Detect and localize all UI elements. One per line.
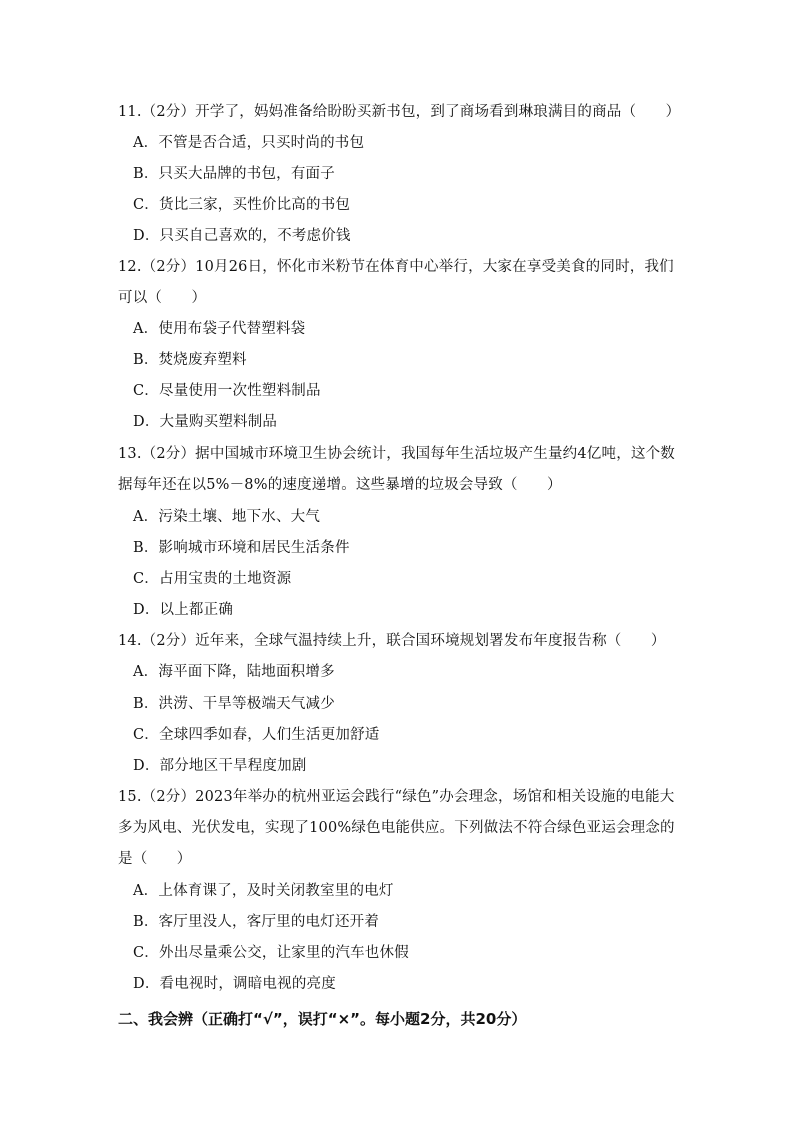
question-14-option-b: B．洪涝、干旱等极端天气减少: [133, 696, 335, 712]
question-14-option-c: C．全球四季如春，人们生活更加舒适: [133, 727, 380, 743]
question-14-option-a: A．海平面下降，陆地面积增多: [133, 664, 335, 680]
question-13-option-b: B．影响城市环境和居民生活条件: [133, 540, 350, 556]
question-14-option-d: D．部分地区干旱程度加剧: [133, 758, 307, 774]
question-11-option-a: A．不管是否合适，只买时尚的书包: [133, 135, 365, 151]
question-12-option-a: A．使用布袋子代替塑料袋: [133, 321, 306, 337]
question-12-stem: 12.（2分）10月26日，怀化市米粉节在体育中心举行，大家在享受美食的同时，我们可以（ ）: [118, 259, 674, 306]
question-13-stem: 13.（2分）据中国城市环境卫生协会统计，我国每年生活垃圾产生量约4亿吨，这个数据每年还在以5%－8%的速度递增。这些暴增的垃圾会导致（ ）: [118, 446, 676, 493]
question-15-stem: 15.（2分）2023年举办的杭州亚运会践行“绿色”办会理念，场馆和相关设施的电能大多为风电、光伏发电，实现了100%绿色电能供应。下列做法不符合绿色亚运会理念的是（ ）: [118, 789, 675, 867]
question-13-option-a: A．污染土壤、地下水、大气: [133, 509, 321, 525]
question-15-option-a: A．上体育课了，及时关闭教室里的电灯: [133, 883, 394, 899]
question-11-stem: 11.（2分）开学了，妈妈准备给盼盼买新书包，到了商场看到琳琅满目的商品（ ）: [118, 104, 681, 120]
question-11-option-d: D．只买自己喜欢的，不考虑价钱: [133, 228, 351, 244]
question-11-option-b: B．只买大品牌的书包，有面子: [133, 166, 335, 182]
question-15-option-d: D．看电视时，调暗电视的亮度: [133, 976, 336, 992]
question-11-option-c: C．货比三家，买性价比高的书包: [133, 197, 351, 213]
question-15-option-b: B．客厅里没人，客厅里的电灯还开着: [133, 914, 380, 930]
question-13-option-d: D．以上都正确: [133, 602, 234, 618]
question-12-option-b: B．焚烧废弃塑料: [133, 352, 247, 368]
question-12-option-c: C．尽量使用一次性塑料制品: [133, 383, 321, 399]
question-12-option-d: D．大量购买塑料制品: [133, 414, 278, 430]
question-14-stem: 14.（2分）近年来，全球气温持续上升，联合国环境规划署发布年度报告称（ ）: [118, 633, 666, 649]
section-heading: 二、我会辨（正确打“√”，误打“×”。每小题2分，共20分）: [118, 1010, 527, 1028]
question-13-option-c: C．占用宝贵的土地资源: [133, 571, 292, 587]
question-15-option-c: C．外出尽量乘公交，让家里的汽车也休假: [133, 945, 409, 961]
